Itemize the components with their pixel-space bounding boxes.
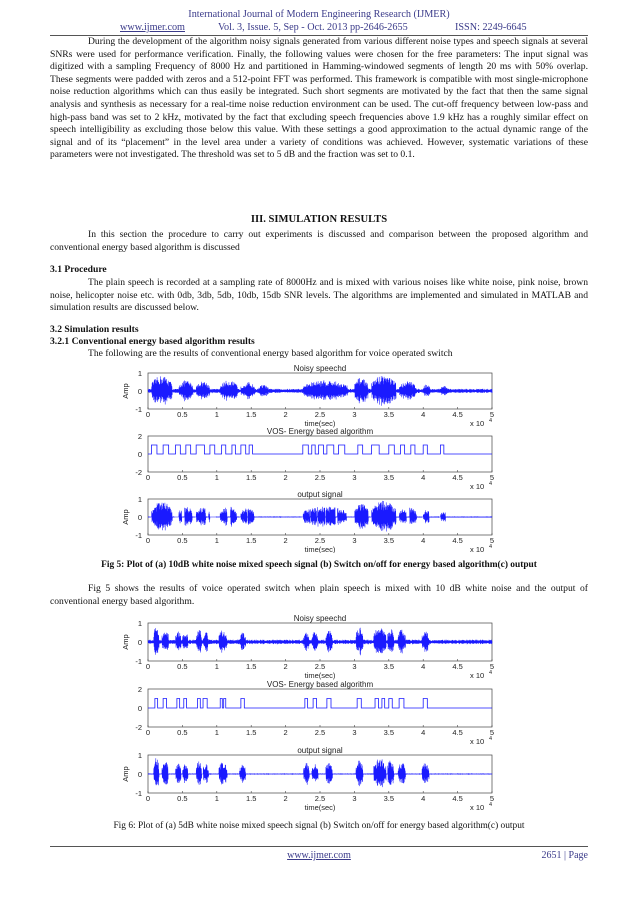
x-tick-label: 5 bbox=[489, 410, 495, 419]
fig5-description: Fig 5 shows the results of voice operated switch when plain speech is mixed with 10 dB white noise and the output of conventional energy based algorithm. bbox=[50, 583, 588, 607]
y-tick-label: 1 bbox=[137, 751, 142, 760]
procedure-heading: 3.1 Procedure bbox=[50, 264, 107, 275]
x-tick-label: 3.5 bbox=[383, 662, 395, 671]
panel-1 bbox=[121, 614, 494, 680]
x-tick-label: 3.5 bbox=[383, 728, 395, 737]
x-tick-label: 0 bbox=[145, 728, 151, 737]
x-tick-label: 5 bbox=[489, 473, 495, 482]
x-tick-label: 0 bbox=[145, 410, 151, 419]
y-tick-label: -2 bbox=[135, 468, 142, 477]
x-tick-label: 4 bbox=[421, 662, 426, 671]
x-tick-label: 5 bbox=[489, 794, 495, 803]
x-tick-label: 1.5 bbox=[245, 473, 257, 482]
panel-3 bbox=[121, 490, 494, 553]
x-tick-label: 1 bbox=[214, 473, 219, 482]
x-tick-label: 3 bbox=[352, 410, 357, 419]
y-tick-label: 2 bbox=[137, 685, 142, 694]
panel-title: VOS- Energy based algorithm bbox=[266, 427, 374, 436]
x-scale-label: x 10 bbox=[470, 545, 485, 553]
sim-results-heading: 3.2 Simulation results bbox=[50, 324, 139, 335]
x-tick-label: 1 bbox=[214, 410, 219, 419]
header-issn: ISSN: 2249-6645 bbox=[455, 22, 527, 33]
conv-results-heading: 3.2.1 Conventional energy based algorithm results bbox=[50, 336, 255, 347]
y-tick-label: 1 bbox=[137, 495, 142, 504]
panel-title: VOS- Energy based algorithm bbox=[266, 680, 374, 689]
x-scale-exponent: 4 bbox=[489, 544, 493, 550]
footer-site-link[interactable]: www.ijmer.com bbox=[287, 850, 351, 861]
x-tick-label: 0.5 bbox=[177, 473, 188, 482]
x-tick-label: 1 bbox=[214, 728, 219, 737]
x-tick-label: 1.5 bbox=[245, 662, 257, 671]
header-site-link[interactable]: www.ijmer.com bbox=[120, 22, 185, 33]
x-tick-label: 2.5 bbox=[314, 728, 326, 737]
x-tick-label: 2 bbox=[283, 794, 288, 803]
x-tick-label: 4.5 bbox=[452, 473, 463, 482]
x-tick-label: 4 bbox=[421, 473, 426, 482]
x-tick-label: 4.5 bbox=[452, 536, 463, 545]
x-scale-exponent: 4 bbox=[489, 418, 493, 424]
x-tick-label: 5 bbox=[489, 536, 495, 545]
x-tick-label: 3 bbox=[352, 536, 357, 545]
x-tick-label: 2 bbox=[283, 410, 288, 419]
panel-title: output signal bbox=[297, 490, 343, 499]
x-tick-label: 4 bbox=[421, 794, 426, 803]
x-tick-label: 4 bbox=[421, 728, 426, 737]
x-scale-label: x 10 bbox=[470, 482, 485, 491]
x-tick-label: 0.5 bbox=[177, 794, 188, 803]
x-tick-label: 3.5 bbox=[383, 794, 395, 803]
fig5-plot bbox=[100, 363, 510, 553]
x-tick-label: 2 bbox=[283, 662, 288, 671]
x-tick-label: 1.5 bbox=[245, 728, 257, 737]
x-tick-label: 1.5 bbox=[245, 536, 257, 545]
x-scale-label: x 10 bbox=[470, 737, 485, 746]
x-axis-label: time(sec) bbox=[304, 419, 336, 428]
x-tick-label: 0.5 bbox=[177, 410, 188, 419]
panel-2 bbox=[135, 427, 494, 491]
x-tick-label: 0.5 bbox=[177, 662, 188, 671]
y-axis-label: Amp bbox=[121, 383, 130, 399]
x-tick-label: 5 bbox=[489, 662, 495, 671]
journal-title: International Journal of Modern Engineering Research (IJMER) bbox=[188, 9, 450, 20]
x-tick-label: 4.5 bbox=[452, 410, 463, 419]
x-tick-label: 4 bbox=[421, 410, 426, 419]
y-axis-label: Amp bbox=[121, 509, 130, 525]
x-scale-label: x 10 bbox=[470, 419, 485, 428]
x-tick-label: 2 bbox=[283, 473, 288, 482]
x-tick-label: 3.5 bbox=[383, 410, 395, 419]
x-tick-label: 2.5 bbox=[314, 536, 326, 545]
footer-page-number: 2651 | Page bbox=[541, 850, 588, 861]
y-tick-label: -1 bbox=[135, 657, 142, 666]
x-tick-label: 2.5 bbox=[314, 410, 326, 419]
x-tick-label: 3 bbox=[352, 794, 357, 803]
x-tick-label: 2.5 bbox=[314, 473, 326, 482]
x-tick-label: 0 bbox=[145, 794, 151, 803]
x-scale-exponent: 4 bbox=[489, 802, 493, 808]
x-tick-label: 0 bbox=[145, 536, 151, 545]
y-tick-label: 0 bbox=[137, 704, 142, 713]
y-tick-label: 0 bbox=[137, 513, 142, 522]
y-tick-label: -1 bbox=[135, 789, 142, 798]
x-tick-label: 4.5 bbox=[452, 794, 463, 803]
procedure-text: The plain speech is recorded at a sampling rate of 8000Hz and is mixed with various noises like white noise, pink noise, brown noise, helicopter noise etc. with 0db, 3db, 5db, 10db, 15db SNR levels. The algorithms are implemented and simulated in MATLAB and simulation results are discussed below. bbox=[50, 277, 588, 314]
x-tick-label: 1.5 bbox=[245, 410, 257, 419]
section-title: III. SIMULATION RESULTS bbox=[250, 214, 388, 225]
x-tick-label: 4.5 bbox=[452, 662, 463, 671]
y-tick-label: 1 bbox=[137, 369, 142, 378]
y-axis-label: Amp bbox=[121, 766, 130, 782]
x-scale-label: x 10 bbox=[470, 671, 485, 680]
x-tick-label: 0 bbox=[145, 473, 151, 482]
fig6-caption: Fig 6: Plot of (a) 5dB white noise mixed speech signal (b) Switch on/off for energy based algorithm(c) output bbox=[113, 821, 525, 831]
y-axis-label: Amp bbox=[121, 634, 130, 650]
y-tick-label: 0 bbox=[137, 387, 142, 396]
y-tick-label: 0 bbox=[137, 450, 142, 459]
x-tick-label: 2.5 bbox=[314, 794, 326, 803]
x-tick-label: 0 bbox=[145, 662, 151, 671]
x-scale-exponent: 4 bbox=[489, 670, 493, 676]
fig5-caption: Fig 5: Plot of (a) 10dB white noise mixed speech signal (b) Switch on/off for energy based algorithm(c) output bbox=[101, 560, 537, 570]
y-tick-label: -2 bbox=[135, 723, 142, 732]
y-tick-label: 0 bbox=[137, 638, 142, 647]
x-tick-label: 2.5 bbox=[314, 662, 326, 671]
x-scale-label: x 10 bbox=[470, 803, 485, 812]
x-tick-label: 3 bbox=[352, 473, 357, 482]
x-tick-label: 3 bbox=[352, 662, 357, 671]
conv-results-text: The following are the results of conventional energy based algorithm for voice operated switch bbox=[88, 348, 453, 359]
y-tick-label: 0 bbox=[137, 770, 142, 779]
x-tick-label: 4.5 bbox=[452, 728, 463, 737]
panel-title: output signal bbox=[297, 746, 343, 755]
header-volume: Vol. 3, Issue. 5, Sep - Oct. 2013 pp-2646-2655 bbox=[218, 22, 408, 33]
x-tick-label: 1 bbox=[214, 794, 219, 803]
x-tick-label: 5 bbox=[489, 728, 495, 737]
x-tick-label: 4 bbox=[421, 536, 426, 545]
x-tick-label: 2 bbox=[283, 728, 288, 737]
panel-title: Noisy speechd bbox=[293, 364, 347, 373]
x-tick-label: 0.5 bbox=[177, 536, 188, 545]
x-tick-label: 3 bbox=[352, 728, 357, 737]
x-tick-label: 2 bbox=[283, 536, 288, 545]
intro-paragraph: During the development of the algorithm noisy signals generated from various different noise types and speech signals at several SNRs were used for performance verification. Finally, the following values were chosen for the free parameters: The input signal was digitized with a sampling Frequency of 8000 Hz and partitioned in Hamming-windowed segments of length 20 ms with 50% overlap. These segments were padded with zeros and a 512-point FFT was performed. This framework is compatible with most single-microphone noise reduction algorithms which can thus easily be integrated. Such short segments are motivated by the fact that then the same signal analysis and synthesis as necessary for a real-time noise reduction environment can be used. The cut-off frequency between low-pass and high-pass band was set to 2 kHz, motivated by the fact that excluding speech frequencies above 1.9 kHz has a roughly similar effect on speech intelligibility as excluding those below this value. With these settings a good approximation to the actual dynamic range of the signal and of its “placement” in the level area under a variety of conditions was achieved. However, systematic variations of these parameters were not investigated. The threshold was set to 5 dB and the fraction was set to 0.1. bbox=[50, 36, 588, 161]
y-tick-label: -1 bbox=[135, 531, 142, 540]
x-tick-label: 1 bbox=[214, 662, 219, 671]
x-axis-label: time(sec) bbox=[304, 803, 336, 812]
fig6-plot bbox=[100, 613, 510, 813]
panel-3 bbox=[121, 746, 494, 812]
panel-1 bbox=[121, 364, 494, 428]
y-tick-label: 2 bbox=[137, 432, 142, 441]
footer-rule bbox=[50, 846, 588, 847]
y-tick-label: 1 bbox=[137, 619, 142, 628]
panel-title: Noisy speechd bbox=[293, 614, 347, 623]
x-tick-label: 3.5 bbox=[383, 536, 395, 545]
x-tick-label: 1 bbox=[214, 536, 219, 545]
y-tick-label: -1 bbox=[135, 405, 142, 414]
x-scale-exponent: 4 bbox=[489, 481, 493, 487]
x-axis-label: time(sec) bbox=[304, 671, 336, 680]
x-axis-label: time(sec) bbox=[304, 545, 336, 553]
x-tick-label: 1.5 bbox=[245, 794, 257, 803]
x-tick-label: 3.5 bbox=[383, 473, 395, 482]
panel-2 bbox=[135, 680, 494, 746]
x-tick-label: 0.5 bbox=[177, 728, 188, 737]
x-scale-exponent: 4 bbox=[489, 736, 493, 742]
section-intro: In this section the procedure to carry out experiments is discussed and comparison between the proposed algorithm and conventional energy based algorithm is discussed bbox=[50, 229, 588, 253]
